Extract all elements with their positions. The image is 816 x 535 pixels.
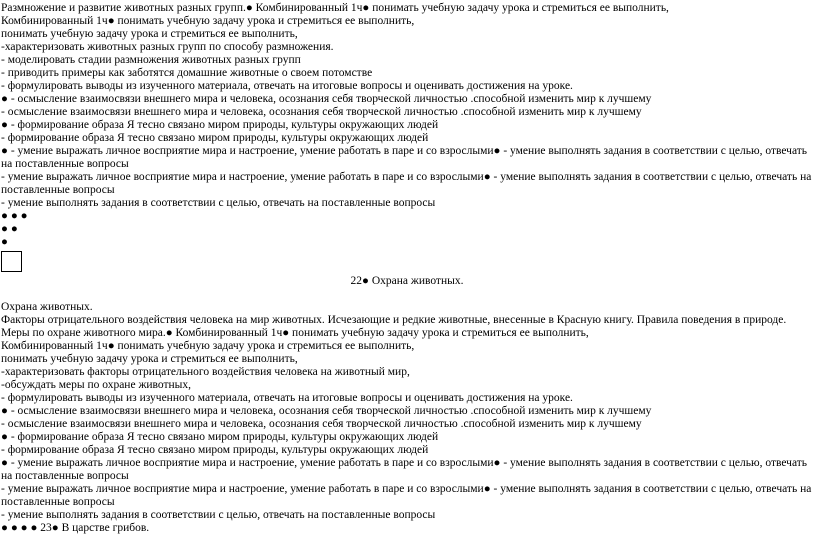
text-paragraph: ● - умение выражать личное восприятие мира и настроение, умение работать в паре и со взрослыми● - умение выполнять задания в соответствии с целью, отвечать на поставленные вопросы — [1, 145, 808, 170]
text-line: Размножение и развитие животных разных групп.● Комбинированный 1ч● понимать учебную задачу урока и стремиться ее выполнить, — [1, 2, 669, 14]
text-paragraph: - умение выражать личное восприятие мира и настроение, умение работать в паре и со взрослыми● - умение выполнять задания в соответствии с целью, отвечать на поставленные вопросы — [1, 171, 812, 196]
spacer — [1, 288, 813, 301]
text-line: -характеризовать животных разных групп по способу размножения. — [1, 41, 334, 53]
text-paragraph: ● - умение выражать личное восприятие мира и настроение, умение работать в паре и со взрослыми● - умение выполнять задания в соответствии с целью, отвечать на поставленные вопросы — [1, 457, 808, 482]
text-line: ● - осмысление взаимосвязи внешнего мира и человека, осознания себя творческой личностью .способной изменить мир к лучшему — [1, 93, 652, 105]
document-body — [1, 2, 813, 535]
text-line: -обсуждать меры по охране животных, — [1, 379, 192, 391]
topic-title: Охрана животных. — [1, 301, 93, 313]
text-line: - осмысление взаимосвязи внешнего мира и человека, осознания себя творческой личностью .способной изменить мир к лучшему — [1, 106, 642, 118]
text-line: - моделировать стадии размножения животных разных групп — [1, 54, 301, 66]
text-line: Комбинированный 1ч● понимать учебную задачу урока и стремиться ее выполнить, — [1, 340, 415, 352]
text-line: - формулировать выводы из изученного материала, отвечать на итоговые вопросы и оценивать достижения на уроке. — [1, 80, 573, 92]
bullet-row: ● ● ● — [1, 210, 28, 222]
text-line: ● - формирование образа Я тесно связано миром природы, культуры окружающих людей — [1, 119, 439, 131]
text-line: - приводить примеры как заботятся домашние животные о своем потомстве — [1, 67, 373, 79]
bullet-row: ● — [1, 236, 8, 248]
text-paragraph: - умение выражать личное восприятие мира и настроение, умение работать в паре и со взрослыми● - умение выполнять задания в соответствии с целью, отвечать на поставленные вопросы — [1, 483, 812, 508]
text-line: понимать учебную задачу урока и стремиться ее выполнить, — [1, 353, 298, 365]
text-paragraph: Факторы отрицательного воздействия человека на мир животных. Исчезающие и редкие животные, внесенные в Красную книгу. Правила поведения в природе. Меры по охране животного мира.● Комбинированный 1ч● понимать учебную задачу урока и стремиться ее выполнить, — [1, 314, 787, 339]
lesson-heading: 22● Охрана животных. — [350, 275, 464, 287]
text-line: Комбинированный 1ч● понимать учебную задачу урока и стремиться ее выполнить, — [1, 15, 415, 27]
text-line: понимать учебную задачу урока и стремиться ее выполнить, — [1, 28, 298, 40]
text-line: - формирование образа Я тесно связано миром природы, культуры окружающих людей — [1, 444, 429, 456]
empty-checkbox-frame — [1, 251, 22, 272]
text-line: - осмысление взаимосвязи внешнего мира и человека, осознания себя творческой личностью .способной изменить мир к лучшему — [1, 418, 642, 430]
text-line: - умение выполнять задания в соответствии с целью, отвечать на поставленные вопросы — [1, 509, 436, 521]
lesson-heading-next: ● ● ● ● 23● В царстве грибов. — [1, 522, 150, 534]
bullet-row: ● ● — [1, 223, 18, 235]
text-line: ● - формирование образа Я тесно связано миром природы, культуры окружающих людей — [1, 431, 439, 443]
text-line: - умение выполнять задания в соответствии с целью, отвечать на поставленные вопросы — [1, 197, 436, 209]
text-line: ● - осмысление взаимосвязи внешнего мира и человека, осознания себя творческой личностью .способной изменить мир к лучшему — [1, 405, 652, 417]
text-line: -характеризовать факторы отрицательного воздействия человека на животный мир, — [1, 366, 410, 378]
text-line: - формулировать выводы из изученного материала, отвечать на итоговые вопросы и оценивать достижения на уроке. — [1, 392, 573, 404]
text-line: - формирование образа Я тесно связано миром природы, культуры окружающих людей — [1, 132, 429, 144]
